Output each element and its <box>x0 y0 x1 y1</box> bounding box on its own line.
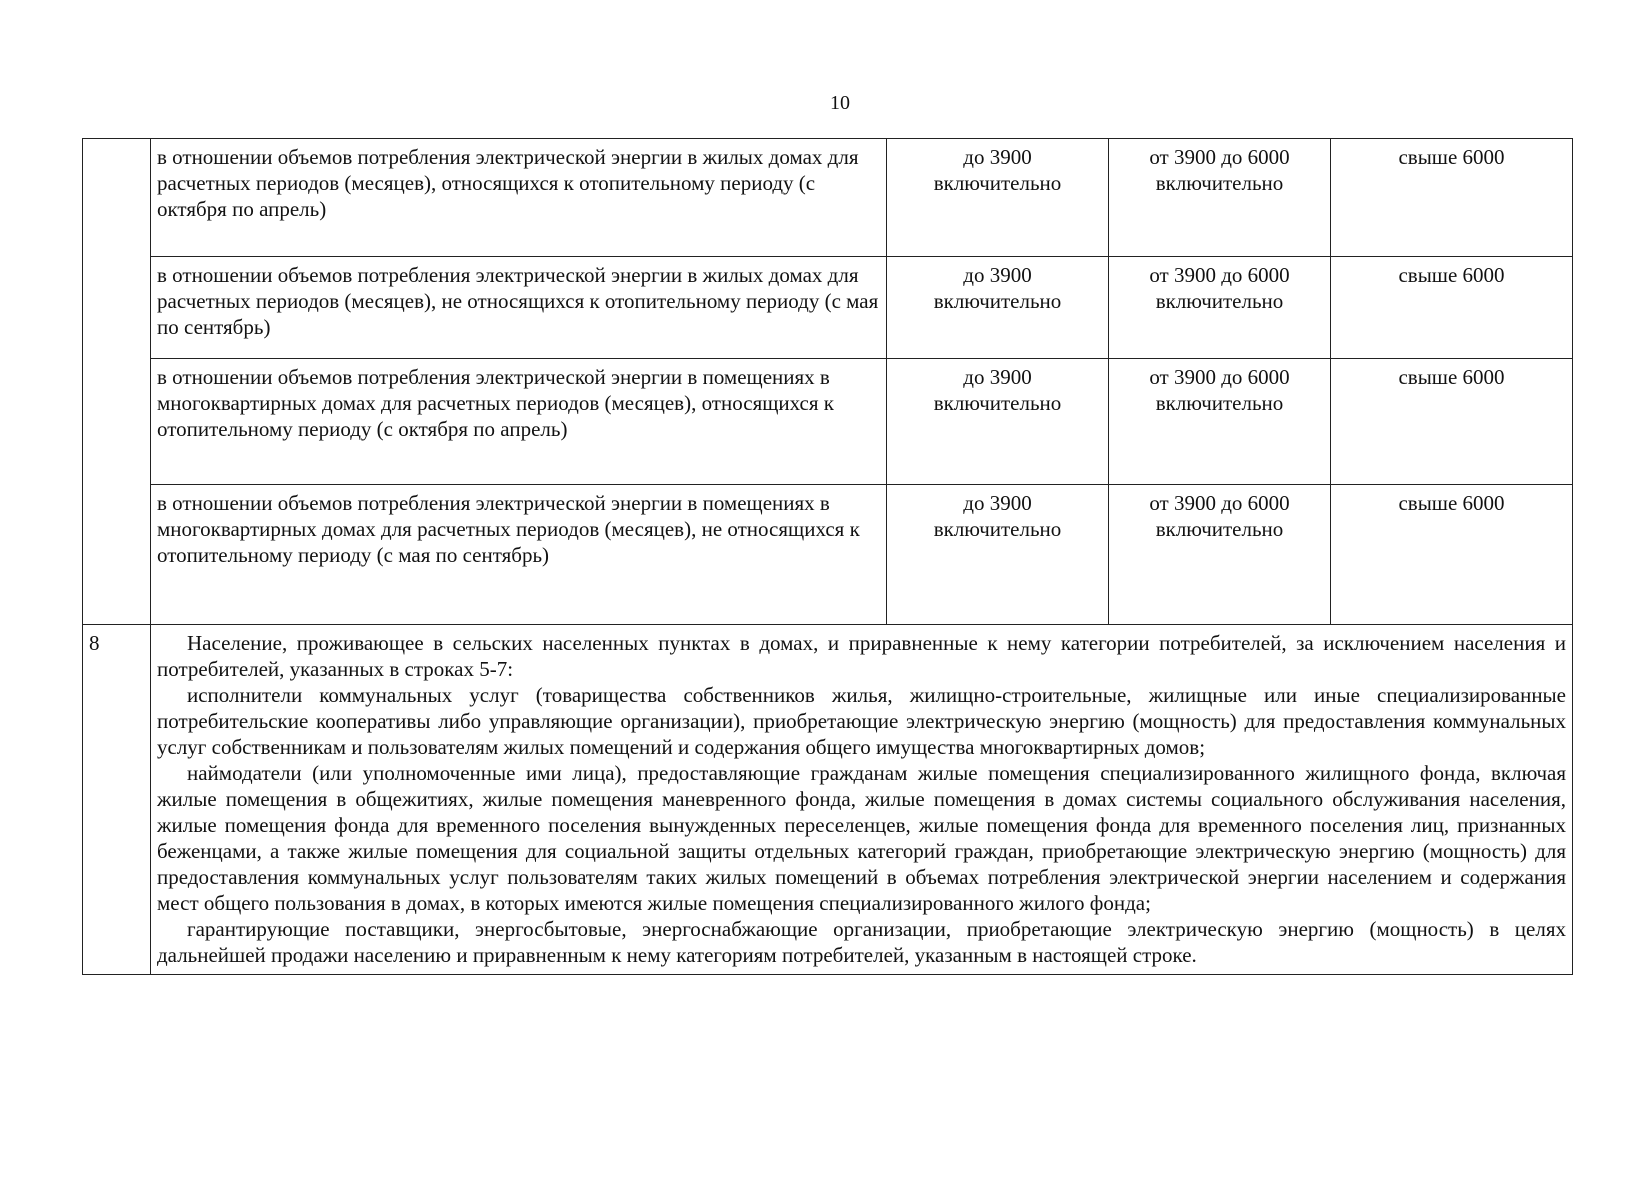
level-2-range: от 3900 до 6000 <box>1149 491 1290 515</box>
consumption-level-3: свыше 6000 <box>1331 139 1573 257</box>
level-2-range: от 3900 до 6000 <box>1149 365 1290 389</box>
consumption-level-2 <box>1109 485 1331 625</box>
page-number: 10 <box>830 92 850 114</box>
level-1-qualifier: включительно <box>933 391 1062 415</box>
level-1-range: до 3900 <box>963 365 1032 389</box>
consumption-level-1 <box>887 359 1109 485</box>
consumption-level-2 <box>1109 359 1331 485</box>
tariff-table <box>82 138 1573 975</box>
row-8-content <box>151 625 1573 975</box>
level-1-range: до 3900 <box>963 263 1032 287</box>
level-2-qualifier: включительно <box>1155 391 1284 415</box>
table-row <box>83 257 1573 359</box>
consumption-level-2 <box>1109 257 1331 359</box>
consumption-level-3: свыше 6000 <box>1331 485 1573 625</box>
consumption-level-1 <box>887 139 1109 257</box>
row-description: в отношении объемов потребления электрической энергии в жилых домах для расчетных периодов (месяцев), относящихся к отопительному периоду (с октября по апрель) <box>151 139 887 257</box>
level-1-range: до 3900 <box>963 491 1032 515</box>
consumption-level-1 <box>887 257 1109 359</box>
consumption-level-1 <box>887 485 1109 625</box>
row-number-cell-empty <box>83 139 151 625</box>
table-row <box>83 139 1573 257</box>
level-2-range: от 3900 до 6000 <box>1149 145 1290 169</box>
level-2-qualifier: включительно <box>1155 171 1284 195</box>
consumption-level-3: свыше 6000 <box>1331 359 1573 485</box>
table-row <box>83 359 1573 485</box>
row-8-paragraph-landlords: наймодатели (или уполномоченные ими лица), предоставляющие гражданам жилые помещения специализированного жилищного фонда, включая жилые помещения в общежитиях, жилые помещения маневренного фонда, жилые помещения в домах системы социального обслуживания населения, жилые помещения фонда для временного поселения вынужденных переселенцев, жилые помещения фонда для временного поселения лиц, признанных беженцами, а также жилые помещения для социальной защиты отдельных категорий граждан, приобретающие электрическую энергию (мощность) для предоставления коммунальных услуг пользователям таких жилых помещений в объемах потребления электрической энергии населением и содержания мест общего пользования в домах, в которых имеются жилые помещения специализированного жилого фонда; <box>157 761 1566 915</box>
level-2-qualifier: включительно <box>1155 289 1284 313</box>
consumption-level-2 <box>1109 139 1331 257</box>
level-1-range: до 3900 <box>963 145 1032 169</box>
level-2-qualifier: включительно <box>1155 517 1284 541</box>
row-8-paragraph-utility-providers: исполнители коммунальных услуг (товарищества собственников жилья, жилищно-строительные, жилищные или иные специализированные потребительские кооперативы либо управляющие организации), приобретающие электрическую энергию (мощность) для предоставления коммунальных услуг собственникам и пользователям жилых помещений и содержания общего имущества многоквартирных домов; <box>157 683 1566 759</box>
table-row <box>83 485 1573 625</box>
level-1-qualifier: включительно <box>933 517 1062 541</box>
row-description: в отношении объемов потребления электрической энергии в жилых домах для расчетных периодов (месяцев), не относящихся к отопительному периоду (с мая по сентябрь) <box>151 257 887 359</box>
consumption-level-3: свыше 6000 <box>1331 257 1573 359</box>
table-row-8 <box>83 625 1573 975</box>
row-description: в отношении объемов потребления электрической энергии в помещениях в многоквартирных домах для расчетных периодов (месяцев), относящихся к отопительному периоду (с октября по апрель) <box>151 359 887 485</box>
row-8-heading-paragraph: Население, проживающее в сельских населенных пунктах в домах, и приравненные к нему категории потребителей, за исключением населения и потребителей, указанных в строках 5-7: <box>157 631 1566 681</box>
level-1-qualifier: включительно <box>933 289 1062 313</box>
row-number: 8 <box>83 625 151 975</box>
level-2-range: от 3900 до 6000 <box>1149 263 1290 287</box>
row-description: в отношении объемов потребления электрической энергии в помещениях в многоквартирных домах для расчетных периодов (месяцев), не относящихся к отопительному периоду (с мая по сентябрь) <box>151 485 887 625</box>
level-1-qualifier: включительно <box>933 171 1062 195</box>
row-8-paragraph-suppliers: гарантирующие поставщики, энергосбытовые, энергоснабжающие организации, приобретающие электрическую энергию (мощность) в целях дальнейшей продажи населению и приравненным к нему категориям потребителей, указанным в настоящей строке. <box>157 917 1566 967</box>
